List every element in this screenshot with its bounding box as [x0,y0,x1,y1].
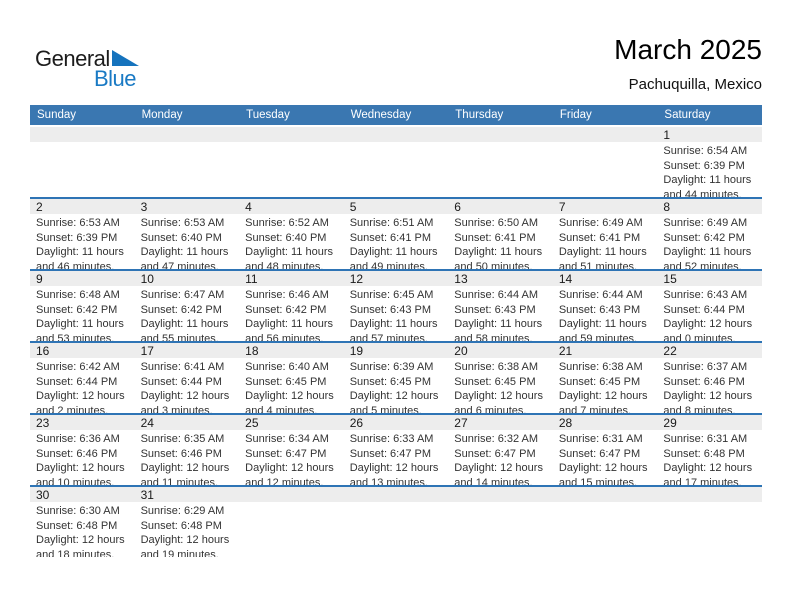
sunset-text: Sunset: 6:45 PM [245,375,327,388]
empty-day-cell [657,487,762,557]
daylight-text-line2: and 13 minutes. [349,476,428,485]
sunset-text: Sunset: 6:43 PM [349,303,432,316]
day-cell [448,343,553,413]
day-number: 18 [239,343,344,358]
sunrise-text: Sunrise: 6:54 AM [663,145,748,157]
sunset-text: Sunset: 6:44 PM [36,375,118,388]
daylight-text-line1: Daylight: 12 hours [663,462,753,474]
empty-day-cell [553,487,658,557]
sunset-text: Sunset: 6:46 PM [663,375,745,388]
day-number [344,487,449,502]
sunrise-text: Sunrise: 6:30 AM [36,505,120,517]
daylight-text-line2: and 3 minutes. [140,404,213,413]
day-cell [239,199,344,269]
sunrise-text: Sunrise: 6:38 AM [558,361,643,373]
daylight-text-line2: and 15 minutes. [558,476,638,485]
empty-day-cell [448,487,553,557]
daylight-text-line2: and 18 minutes. [36,548,115,557]
sunset-text: Sunset: 6:47 PM [558,447,641,460]
day-number [553,127,658,142]
daylight-text-line1: Daylight: 12 hours [663,318,753,330]
sunset-text: Sunset: 6:41 PM [558,231,641,244]
sunset-text: Sunset: 6:42 PM [140,303,222,316]
sunset-text: Sunset: 6:42 PM [663,231,745,244]
daylight-text-line1: Daylight: 12 hours [140,462,230,474]
daylight-text-line2: and 58 minutes. [454,332,533,341]
day-number [135,127,240,142]
daylight-text-line2: and 5 minutes. [349,404,422,413]
day-number: 2 [30,199,135,214]
daylight-text-line1: Daylight: 12 hours [140,390,230,402]
day-cell [553,343,658,413]
day-cell [135,199,240,269]
day-number: 16 [30,343,135,358]
sunset-text: Sunset: 6:43 PM [558,303,641,316]
day-number: 13 [448,271,553,286]
weekday-header: Friday [559,109,592,121]
calendar-grid [30,127,762,557]
empty-day-cell [239,487,344,557]
day-number: 8 [657,199,762,214]
day-cell [344,271,449,341]
sunset-text: Sunset: 6:39 PM [36,231,118,244]
day-number: 27 [448,415,553,430]
daylight-text-line1: Daylight: 11 hours [558,318,647,330]
topbar [0,0,792,105]
day-details [30,502,135,557]
day-number: 24 [135,415,240,430]
day-number [30,127,135,142]
day-details [448,214,553,269]
daylight-text-line1: Daylight: 11 hours [663,246,752,258]
day-number: 3 [135,199,240,214]
day-number: 31 [135,487,240,502]
weekday-header: Thursday [455,109,504,121]
sunset-text: Sunset: 6:46 PM [140,447,222,460]
sunrise-text: Sunrise: 6:33 AM [349,433,434,445]
day-details [344,430,449,485]
day-cell [448,415,553,485]
sunrise-text: Sunrise: 6:42 AM [36,361,120,373]
daylight-text-line1: Daylight: 12 hours [140,534,230,546]
daylight-text-line1: Daylight: 12 hours [454,462,543,474]
day-details [30,358,135,413]
day-details [553,214,658,269]
day-number [448,487,553,502]
day-details [553,358,658,413]
daylight-text-line1: Daylight: 12 hours [454,390,543,402]
day-details [448,358,553,413]
sunrise-text: Sunrise: 6:50 AM [454,217,539,229]
day-cell [553,199,658,269]
day-details [657,358,762,413]
day-cell [239,271,344,341]
sunrise-text: Sunrise: 6:31 AM [558,433,643,445]
day-number: 21 [553,343,658,358]
sunset-text: Sunset: 6:42 PM [245,303,327,316]
day-cell [135,415,240,485]
empty-day-cell [344,487,449,557]
day-cell [135,343,240,413]
daylight-text-line2: and 55 minutes. [140,332,219,341]
daylight-text-line1: Daylight: 12 hours [36,534,125,546]
sunrise-text: Sunrise: 6:51 AM [349,217,434,229]
empty-day-cell [135,127,240,197]
empty-day-cell [344,127,449,197]
day-details [553,430,658,485]
day-number: 12 [344,271,449,286]
day-details [30,286,135,341]
daylight-text-line1: Daylight: 11 hours [36,318,124,330]
location-subtitle: Pachuquilla, Mexico [628,76,762,93]
sunset-text: Sunset: 6:45 PM [349,375,432,388]
day-cell [448,271,553,341]
sunrise-text: Sunrise: 6:38 AM [454,361,539,373]
sunset-text: Sunset: 6:47 PM [349,447,432,460]
daylight-text-line2: and 51 minutes. [558,260,638,269]
day-number: 30 [30,487,135,502]
daylight-text-line2: and 47 minutes. [140,260,219,269]
daylight-text-line1: Daylight: 11 hours [349,246,438,258]
sunrise-text: Sunrise: 6:48 AM [36,289,120,301]
sunset-text: Sunset: 6:44 PM [140,375,222,388]
sunset-text: Sunset: 6:40 PM [140,231,222,244]
day-number: 11 [239,271,344,286]
day-number [657,487,762,502]
sunset-text: Sunset: 6:48 PM [663,447,745,460]
empty-day-cell [553,127,658,197]
daylight-text-line1: Daylight: 11 hours [36,246,124,258]
day-number: 28 [553,415,658,430]
empty-day-cell [30,127,135,197]
daylight-text-line2: and 0 minutes. [663,332,736,341]
sunrise-text: Sunrise: 6:35 AM [140,433,225,445]
day-cell [657,415,762,485]
day-cell [135,271,240,341]
day-cell [553,415,658,485]
general-blue-logo [35,46,155,96]
day-details [344,358,449,413]
day-cell [30,415,135,485]
daylight-text-line1: Daylight: 11 hours [454,246,543,258]
sunset-text: Sunset: 6:46 PM [36,447,118,460]
day-number: 22 [657,343,762,358]
daylight-text-line2: and 56 minutes. [245,332,324,341]
day-cell [657,199,762,269]
weekday-header: Sunday [37,109,77,121]
sunrise-text: Sunrise: 6:52 AM [245,217,329,229]
sunset-text: Sunset: 6:45 PM [558,375,641,388]
weekday-header: Saturday [664,109,711,121]
sunset-text: Sunset: 6:41 PM [349,231,432,244]
day-details [448,430,553,485]
day-number: 25 [239,415,344,430]
day-number: 26 [344,415,449,430]
day-details [553,286,658,341]
sunrise-text: Sunrise: 6:44 AM [558,289,643,301]
week-row [30,487,762,557]
title-block [614,34,762,93]
sunrise-text: Sunrise: 6:46 AM [245,289,329,301]
empty-day-cell [448,127,553,197]
day-cell [30,487,135,557]
daylight-text-line2: and 53 minutes. [36,332,115,341]
day-details [30,214,135,269]
sunrise-text: Sunrise: 6:40 AM [245,361,329,373]
week-row [30,199,762,271]
daylight-text-line1: Daylight: 12 hours [349,390,439,402]
day-number [553,487,658,502]
daylight-text-line2: and 19 minutes. [140,548,219,557]
day-number [239,127,344,142]
logo-triangle-icon [112,50,139,66]
day-cell [553,271,658,341]
sunrise-text: Sunrise: 6:47 AM [140,289,225,301]
day-number: 19 [344,343,449,358]
day-details [135,214,240,269]
page-title: March 2025 [614,34,762,65]
day-cell [30,271,135,341]
day-number: 5 [344,199,449,214]
day-details [135,358,240,413]
day-details [657,214,762,269]
sunrise-text: Sunrise: 6:34 AM [245,433,329,445]
day-details [239,214,344,269]
day-cell [30,199,135,269]
sunrise-text: Sunrise: 6:39 AM [349,361,434,373]
sunset-text: Sunset: 6:39 PM [663,159,745,172]
logo-text-blue: Blue [94,66,137,91]
day-cell [448,199,553,269]
week-row [30,415,762,487]
sunrise-text: Sunrise: 6:41 AM [140,361,225,373]
daylight-text-line2: and 12 minutes. [245,476,324,485]
daylight-text-line1: Daylight: 12 hours [245,390,334,402]
daylight-text-line1: Daylight: 12 hours [245,462,334,474]
daylight-text-line1: Daylight: 11 hours [454,318,543,330]
day-cell [239,343,344,413]
day-number: 1 [657,127,762,142]
day-details [239,358,344,413]
day-number: 9 [30,271,135,286]
day-details [657,286,762,341]
daylight-text-line2: and 14 minutes. [454,476,533,485]
daylight-text-line1: Daylight: 11 hours [349,318,438,330]
week-row [30,343,762,415]
daylight-text-line2: and 8 minutes. [663,404,736,413]
day-details [135,286,240,341]
weekday-header: Monday [141,109,183,121]
day-cell [657,271,762,341]
weekday-header: Tuesday [246,109,290,121]
day-number [344,127,449,142]
sunrise-text: Sunrise: 6:37 AM [663,361,748,373]
sunset-text: Sunset: 6:43 PM [454,303,536,316]
day-number: 17 [135,343,240,358]
day-details [30,430,135,485]
daylight-text-line1: Daylight: 11 hours [140,318,229,330]
day-number: 14 [553,271,658,286]
day-number: 6 [448,199,553,214]
daylight-text-line2: and 44 minutes. [663,188,742,197]
day-details [239,430,344,485]
empty-day-cell [239,127,344,197]
sunset-text: Sunset: 6:45 PM [454,375,536,388]
daylight-text-line1: Daylight: 12 hours [663,390,753,402]
daylight-text-line1: Daylight: 12 hours [349,462,439,474]
day-cell [344,415,449,485]
day-details [344,214,449,269]
daylight-text-line2: and 10 minutes. [36,476,115,485]
daylight-text-line2: and 48 minutes. [245,260,324,269]
day-details [657,430,762,485]
weekday-header-row [30,105,762,125]
daylight-text-line1: Daylight: 12 hours [558,462,648,474]
day-number: 20 [448,343,553,358]
day-cell [30,343,135,413]
day-details [344,286,449,341]
daylight-text-line2: and 57 minutes. [349,332,428,341]
daylight-text-line1: Daylight: 11 hours [245,318,333,330]
day-number: 23 [30,415,135,430]
day-number: 10 [135,271,240,286]
day-details [135,430,240,485]
week-row [30,271,762,343]
daylight-text-line2: and 11 minutes. [140,476,219,485]
day-cell [657,127,762,197]
sunset-text: Sunset: 6:47 PM [454,447,536,460]
day-details [657,142,762,197]
daylight-text-line1: Daylight: 12 hours [36,462,125,474]
day-number [448,127,553,142]
day-cell [344,343,449,413]
sunrise-text: Sunrise: 6:29 AM [140,505,225,517]
day-number: 15 [657,271,762,286]
sunrise-text: Sunrise: 6:49 AM [663,217,748,229]
sunrise-text: Sunrise: 6:53 AM [140,217,225,229]
daylight-text-line1: Daylight: 11 hours [140,246,229,258]
daylight-text-line2: and 50 minutes. [454,260,533,269]
sunset-text: Sunset: 6:48 PM [140,519,222,532]
daylight-text-line1: Daylight: 12 hours [36,390,125,402]
sunrise-text: Sunrise: 6:32 AM [454,433,539,445]
weekday-header: Wednesday [350,109,412,121]
logo-text-general: General [35,46,110,71]
sunrise-text: Sunrise: 6:53 AM [36,217,120,229]
daylight-text-line1: Daylight: 12 hours [558,390,648,402]
daylight-text-line1: Daylight: 11 hours [558,246,647,258]
daylight-text-line2: and 59 minutes. [558,332,638,341]
sunset-text: Sunset: 6:44 PM [663,303,745,316]
sunset-text: Sunset: 6:42 PM [36,303,118,316]
day-cell [344,199,449,269]
sunrise-text: Sunrise: 6:43 AM [663,289,748,301]
daylight-text-line2: and 4 minutes. [245,404,318,413]
sunset-text: Sunset: 6:47 PM [245,447,327,460]
sunrise-text: Sunrise: 6:31 AM [663,433,748,445]
day-number: 29 [657,415,762,430]
sunset-text: Sunset: 6:40 PM [245,231,327,244]
sunrise-text: Sunrise: 6:45 AM [349,289,434,301]
daylight-text-line2: and 2 minutes. [36,404,109,413]
daylight-text-line2: and 52 minutes. [663,260,742,269]
day-number [239,487,344,502]
daylight-text-line1: Daylight: 11 hours [663,174,752,186]
day-details [135,502,240,557]
calendar [30,105,762,557]
day-cell [657,343,762,413]
daylight-text-line1: Daylight: 11 hours [245,246,333,258]
daylight-text-line2: and 49 minutes. [349,260,428,269]
day-number: 4 [239,199,344,214]
sunset-text: Sunset: 6:48 PM [36,519,118,532]
daylight-text-line2: and 6 minutes. [454,404,527,413]
sunrise-text: Sunrise: 6:44 AM [454,289,539,301]
day-cell [239,415,344,485]
day-number: 7 [553,199,658,214]
sunrise-text: Sunrise: 6:36 AM [36,433,120,445]
sunset-text: Sunset: 6:41 PM [454,231,536,244]
day-cell [135,487,240,557]
day-details [239,286,344,341]
daylight-text-line2: and 46 minutes. [36,260,115,269]
daylight-text-line2: and 7 minutes. [558,404,631,413]
week-row [30,127,762,199]
day-details [448,286,553,341]
sunrise-text: Sunrise: 6:49 AM [558,217,643,229]
daylight-text-line2: and 17 minutes. [663,476,742,485]
